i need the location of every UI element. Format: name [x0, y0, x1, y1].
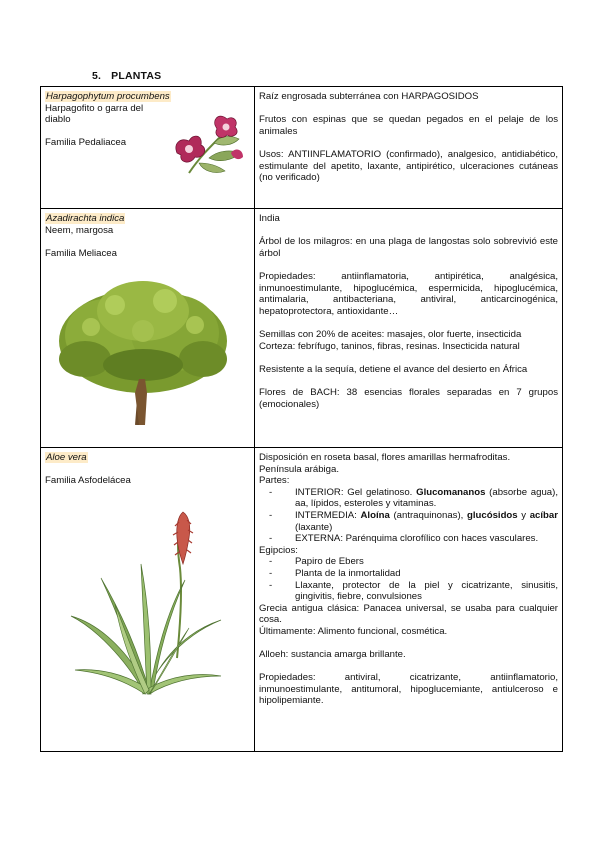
description-paragraph: Resistente a la sequía, detiene el avance del desierto en África — [259, 363, 528, 375]
plant-info-cell — [41, 209, 255, 448]
description-line: Grecia antigua clásica: Panacea universal, se usaba para cualquier cosa. — [259, 602, 558, 626]
description-paragraph: Corteza: febrífugo, taninos, fibras, resinas. Insecticida natural — [259, 340, 520, 352]
table-row — [41, 448, 563, 752]
description-paragraph: Semillas con 20% de aceites: masajes, olor fuerte, insecticida — [259, 328, 522, 340]
plant-name: Aloe vera — [46, 452, 87, 463]
list-item: - INTERMEDIA: Aloína (antraquinonas), glucósidos y acíbar (laxante) — [285, 510, 558, 533]
description-line: Partes: — [259, 475, 290, 487]
description-paragraph: Árbol de los milagros: en una plaga de langostas solo sobrevivió este árbol — [259, 236, 558, 259]
description-line: Últimamente: Alimento funcional, cosmética. — [259, 625, 448, 637]
description-line: Disposición en roseta basal, flores amarillas hermafroditas. — [259, 452, 511, 463]
harpagophytum-flower-icon — [169, 113, 247, 177]
section-title: PLANTAS — [111, 70, 162, 82]
section-number: 5. — [92, 70, 102, 82]
description-line: Península arábiga. — [259, 463, 340, 475]
list-item: - Papiro de Ebers — [285, 556, 558, 568]
plant-name: Harpagophytum procumbens — [46, 91, 170, 102]
plant-family: Familia Meliacea — [45, 247, 117, 259]
plant-info-cell — [41, 448, 255, 752]
plant-description-cell — [255, 209, 563, 448]
plant-name: Azadirachta indica — [46, 213, 125, 224]
description-paragraph: India — [259, 213, 280, 224]
list-item: - Planta de la inmortalidad — [285, 568, 558, 580]
list-item: - Llaxante, protector de la piel y cicatrizante, sinusitis, gingivitis, fiebre, convulsiones — [285, 580, 558, 603]
description-paragraph: Flores de BACH: 38 esencias florales separadas en 7 grupos (emocionales) — [259, 386, 558, 410]
aloe-vera-icon — [65, 508, 225, 698]
plants-table — [40, 86, 563, 752]
list-item: - INTERIOR: Gel gelatinoso. Glucomananos (absorbe agua), aa, lípidos, esteroles y vitaminas. — [285, 487, 558, 510]
plant-description-cell — [255, 448, 563, 752]
plant-info-cell — [41, 87, 255, 209]
plant-common-name: Neem, margosa — [45, 224, 114, 236]
table-row — [41, 87, 563, 209]
description-line: Alloeh: sustancia amarga brillante. — [259, 649, 406, 661]
list-item: - EXTERNA: Parénquima clorofílico con haces vasculares. — [285, 533, 558, 545]
plant-family: Familia Pedaliacea — [45, 137, 127, 149]
description-paragraph: Frutos con espinas que se quedan pegados en el pelaje de los animales — [259, 114, 558, 137]
plant-common-name: Harpagofito o garra del diablo — [45, 102, 144, 126]
egipcios-list — [259, 556, 558, 602]
description-line: Propiedades: antiviral, cicatrizante, antiinflamatorio, inmunoestimulante, antitumoral, hipoglucemiante, antiulceroso e hipolipemiante. — [259, 672, 558, 707]
description-paragraph: Usos: ANTIINFLAMATORIO (confirmado), analgesico, antidiabético, estimulante del apetito, laxante, antipirético, ulceraciones cutáneas (no verificado) — [259, 148, 558, 184]
plant-description-cell — [255, 87, 563, 209]
description-paragraph: Raíz engrosada subterránea con HARPAGOSIDOS — [259, 91, 479, 102]
description-line: Egipcios: — [259, 544, 298, 556]
description-paragraph: Propiedades: antiinflamatoria, antipirética, analgésica, inmunoestimulante, hipoglucémica, espermicida, hipoglucémica, antimalaria, antibacteriana, antiviral, anticarcinogénica, hepatoprotectora, antioxidante… — [259, 270, 558, 317]
plant-family: Familia Asfodelácea — [45, 475, 131, 487]
table-row — [41, 209, 563, 448]
parts-list — [259, 487, 558, 545]
neem-tree-icon — [55, 275, 233, 425]
section-heading — [92, 70, 161, 82]
